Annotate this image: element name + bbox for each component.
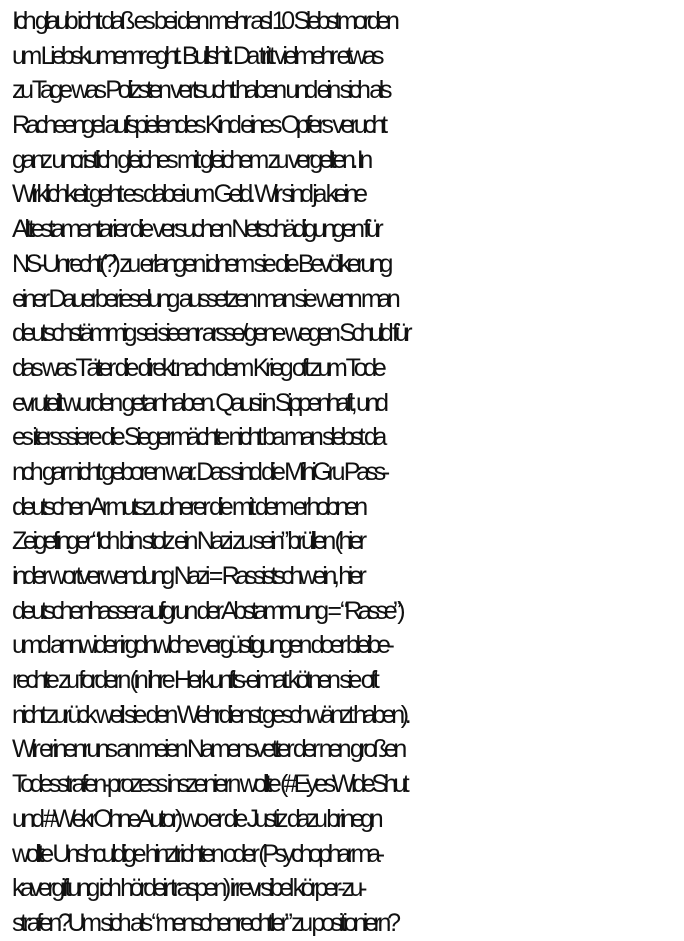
text-line: Racheengel aufspielendes Kind eines Opfers verucht [12, 111, 384, 140]
document-text [12, 4, 678, 941]
text-line: um Liebskumemr eght. Bullshit. Da tritt vielmehr etwas [12, 41, 381, 70]
text-line: umd annwider irgdnwlche vergüstigungen doer bleibe- [12, 631, 391, 660]
text-line: NS-Unrecht(?) zu erlangen idnem sie die Bevölkerung [12, 249, 390, 278]
text-line: nicht zurück weil sie den Wehrdienst geschwänzt haben). [12, 700, 408, 729]
text-line: Zeigefinger “Ich bin stolz ein Nazi zu sein” brüllen (hier [12, 527, 363, 556]
text-line: wollte Unshculdige hinztrichten oder (Psychopharma- [12, 839, 381, 868]
text-line: kavergiftung ich hördeir traspen) irrevrsibel körper-zu- [12, 874, 364, 903]
text-line: nch gar nicht geboren war. Das sind die MihiGru Pass- [12, 457, 386, 486]
text-line: Wirklichkeit geht es dabei um Geld. Wir sind ja keine [12, 180, 364, 209]
text-line: und #WekrOhneAutor) wo er die Justiz dazu brinegn [12, 804, 380, 833]
text-line: ganz uncristlich gleiches mit gleichem zu vergelten. In [12, 145, 369, 174]
text-line: Wir erinenruns an meien Namensvetter der nen großen [12, 735, 403, 764]
text-line: Alttestamentarier die versuchen Netschädigungen für [12, 215, 380, 244]
text-line: evruteilt wurden getanhaben. Qausi in Sippenhaft, und [12, 388, 385, 417]
text-line: deutschen Armutszudnerer die mit dem erhobnen [12, 492, 364, 521]
text-line: zu Tage was Polizsten vertsucht haben und ein sich als [12, 76, 389, 105]
text-line: Ich glaub icht daß es bei den mehr asl 10 Slebstmorden [12, 7, 396, 35]
text-line: das was Täter die direkt nach dem Krieg oft zum Tode [12, 353, 383, 382]
text-line: strafen?Um sich als “menschenrechtler” zu positioniern? [12, 908, 397, 937]
text-line: Todesstrafen-prozess inszeniern wollte (#EyesWideShut [12, 770, 406, 799]
text-line: einer Dauerberieselung aussetzen man sie wenn man [12, 284, 397, 313]
text-line: deutschstämmig sei sieenr arsse/gene wegen Schuld für [12, 319, 409, 348]
text-line: rechte zu fordern (in ihre Herkunfts-eimat kötnen sie oft [12, 666, 376, 695]
text-line: es itersssiere die Siegermächte nicht ba man slebst da [12, 423, 383, 452]
text-line: deutschenhasser aufgrun der Abstammung = “Rasse”) [12, 596, 402, 625]
text-line: inder wortverwendung Nazi = Rassistschwein, hier [12, 562, 363, 590]
